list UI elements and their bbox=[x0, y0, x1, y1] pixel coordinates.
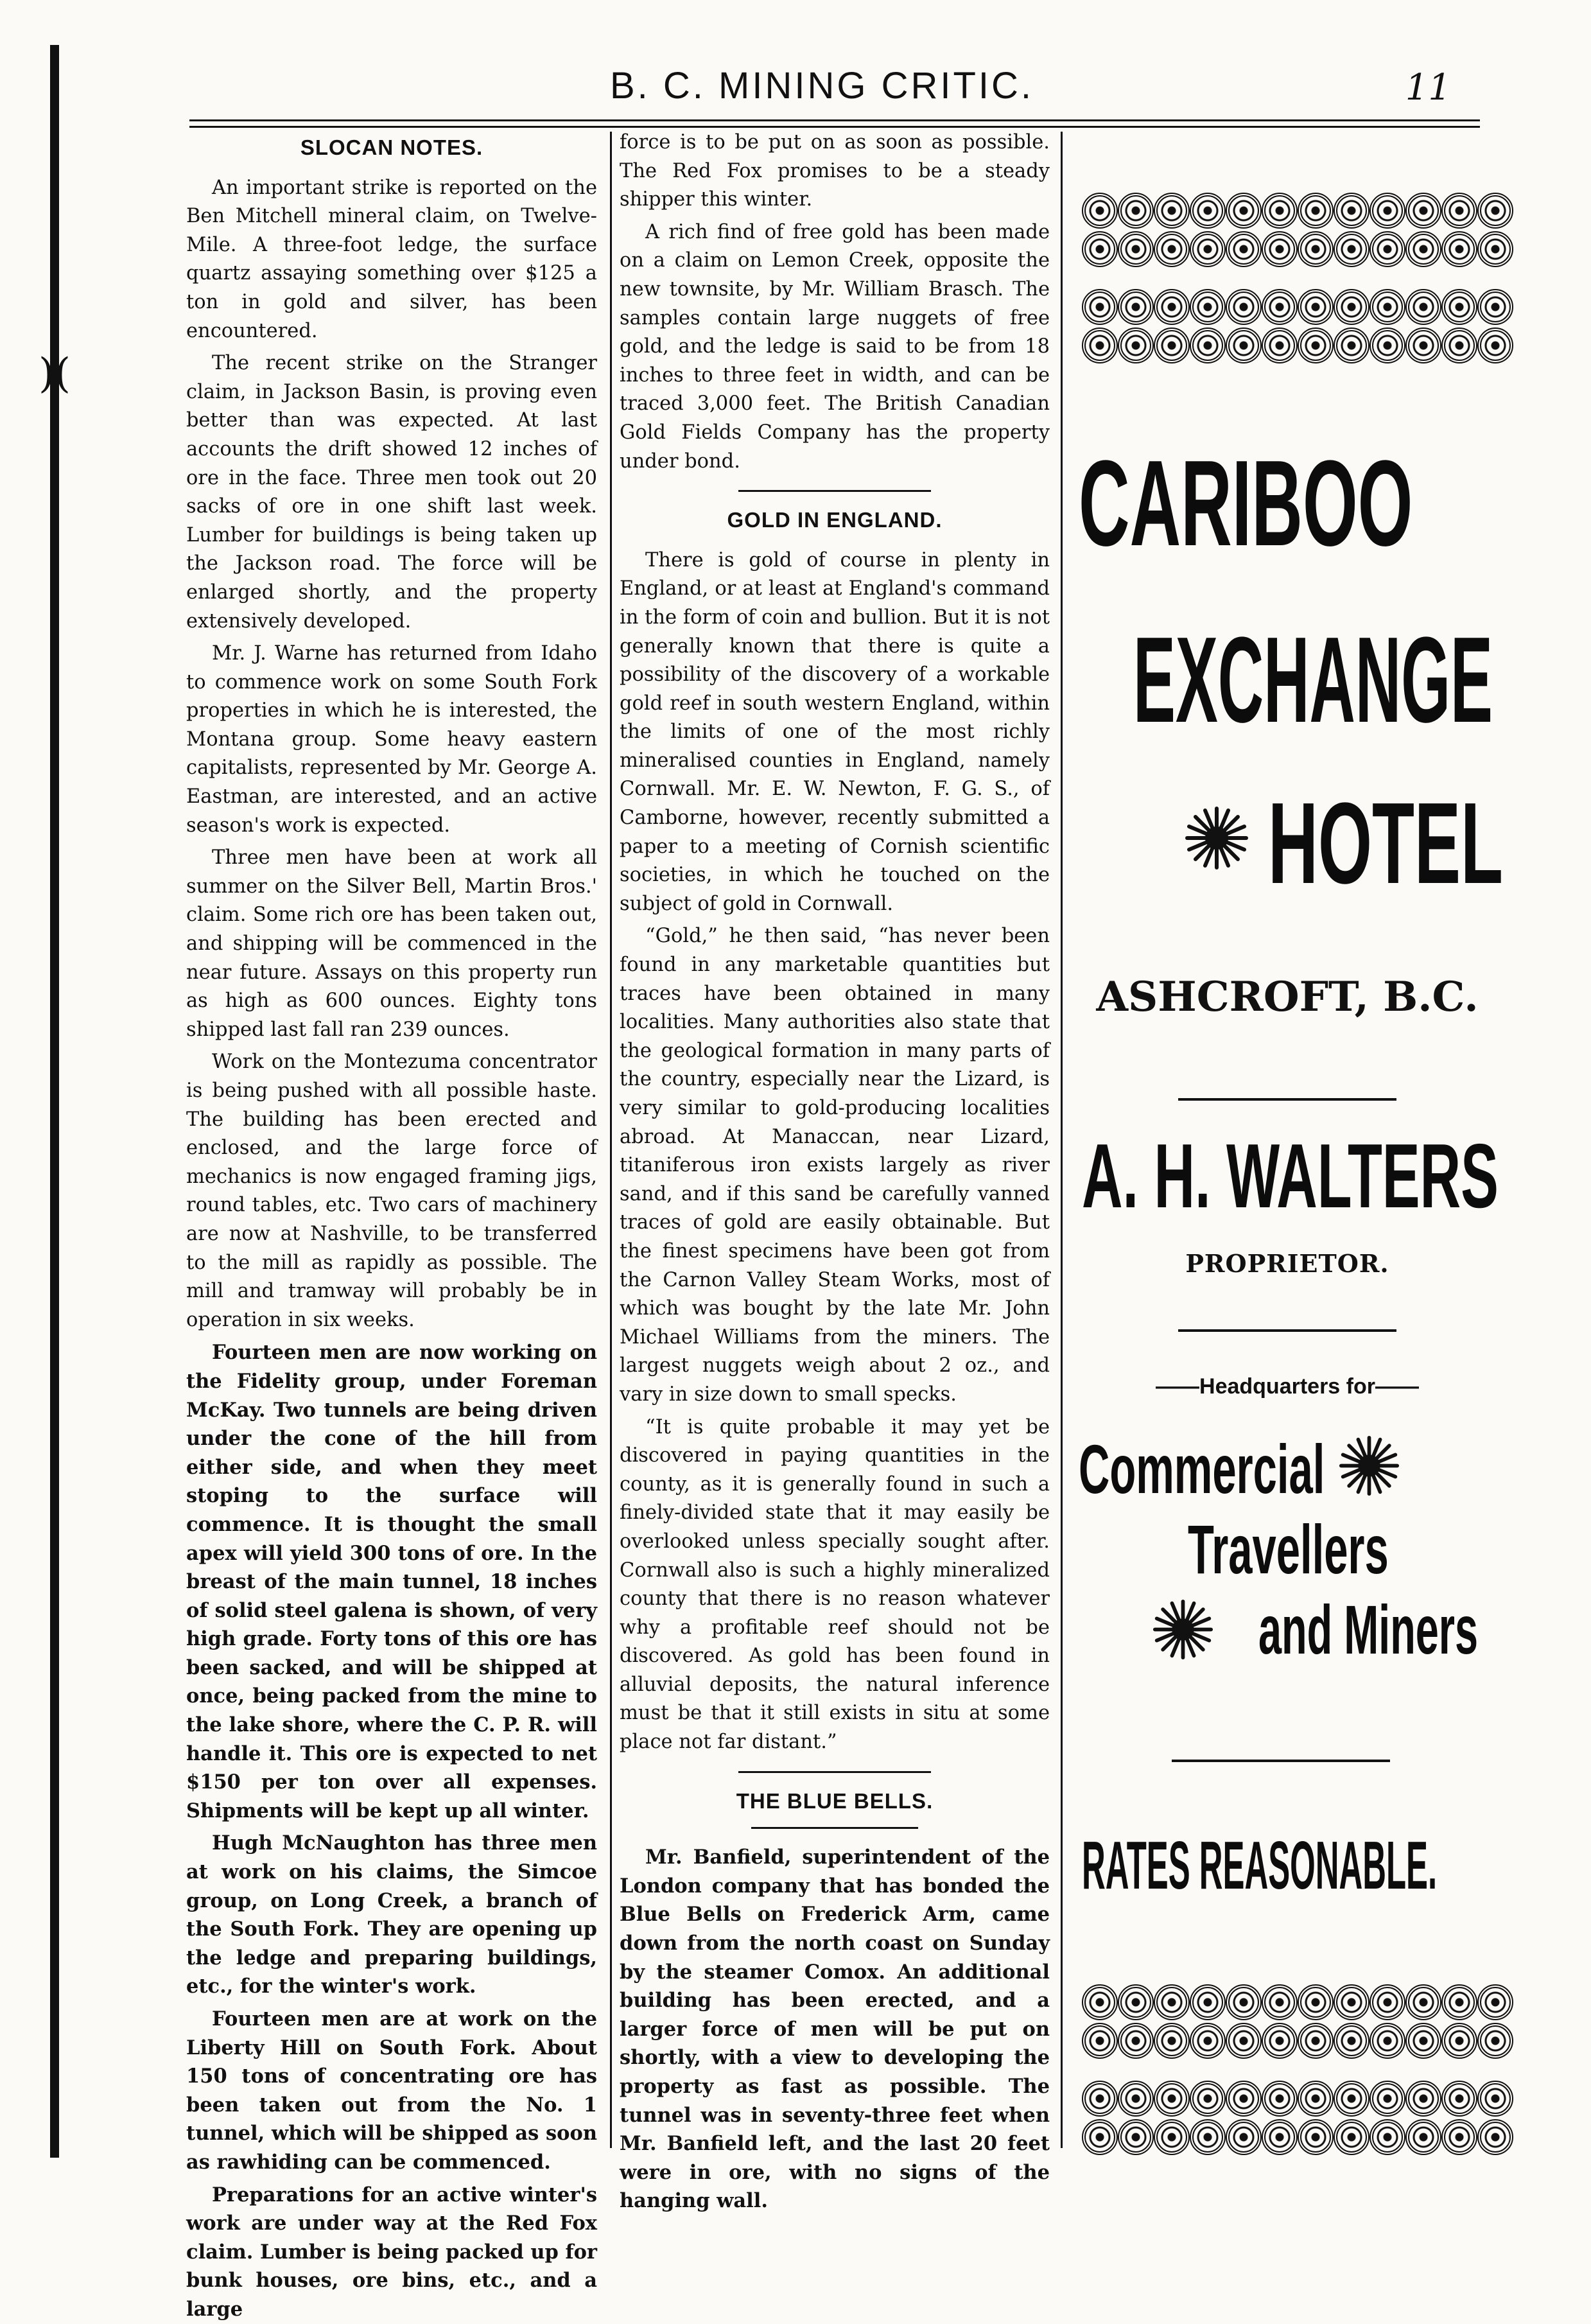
slocan-continuation: force is to be put on as soon as possible. The Red Fox promises to be a steady shipper this winter. bbox=[620, 131, 1050, 211]
ad-exchange: EXCHANGE bbox=[1133, 612, 1493, 748]
column-middle bbox=[620, 128, 1050, 2213]
starburst-icon bbox=[1185, 806, 1249, 870]
ad-rule bbox=[1178, 1329, 1396, 1332]
slocan-paragraph: Mr. J. Warne has returned from Idaho to commence work on some South Fork properties in which he is interested, the Montana group. Some heavy eastern capitalists, represented by Mr. George A. Eastman, are interested, and an active season's work is expected. bbox=[186, 642, 597, 837]
header-rule-top bbox=[189, 119, 1480, 121]
ornamental-border bbox=[1082, 328, 1493, 363]
slocan-paragraph: Three men have been at work all summer on the Silver Bell, Martin Bros.' claim. Some rich ore has been taken out, and shipping will be commenced in the near future. Assays on this property run as high as 600 ounces. Eighty tons shipped last fall ran 239 ounces. bbox=[186, 846, 597, 1041]
ornamental-border bbox=[1082, 2119, 1493, 2155]
ad-cariboo: CARIBOO bbox=[1079, 435, 1413, 572]
ornamental-border bbox=[1082, 289, 1493, 325]
england-paragraph: “Gold,” he then said, “has never been found in any marketable quantities but traces have been obtained in many localities. Many authorities also state that the geological formation in many parts of the country, especially near the Lizard, is very similar to gold-producing localities abroad. At Manaccan, near Lizard, titaniferous iron exists largely as river sand, and if this sand be carefully vanned traces of gold are easily obtainable. But the finest specimens have been got from the Carnon Valley Steam Works, most of which was bought by the late Mr. John Michael Williams from the miners. The largest nuggets weigh about 2 oz., and vary in size down to small specks. bbox=[620, 925, 1050, 1406]
section-rule bbox=[738, 1771, 931, 1773]
ornamental-border bbox=[1082, 1984, 1493, 2020]
ad-rule bbox=[1178, 1098, 1396, 1101]
ornamental-border bbox=[1082, 2081, 1493, 2117]
slocan-paragraph: The recent strike on the Stranger claim, in Jackson Basin, is proving even better than was expected. At last accounts the drift showed 12 inches of ore in the face. Three men took out 20 sacks of ore in one shift last week. Lumber for buildings is being taken up the Jackson road. The force will be enlarged shortly, and the property extensively developed. bbox=[186, 352, 597, 633]
page-header bbox=[180, 64, 1464, 116]
hotel-advertisement bbox=[1069, 128, 1506, 2151]
ornamental-border bbox=[1082, 231, 1493, 267]
ad-headquarters: ——Headquarters for—— bbox=[1156, 1374, 1419, 1399]
slocan-paragraph: An important strike is reported on the Ben Mitchell mineral claim, on Twelve-Mile. A three-foot ledge, the surface quartz assaying something over $125 a ton in gold and silver, has been encountered. bbox=[186, 176, 597, 342]
bluebells-paragraph: Mr. Banfield, superintendent of the London company that has bonded the Blue Bells on Frederick Arm, came down from the north coast on Sunday by the steamer Comox. An additional building has been erected, and a larger force of men will be put on shortly, with a view to developing the property as fast as possible. The tunnel was in seventy-three feet when Mr. Banfield left, and the last 20 feet were in ore, with no signs of the hanging wall. bbox=[620, 1846, 1050, 2213]
ornamental-border bbox=[1082, 193, 1493, 229]
slocan-paragraph: Preparations for an active winter's work are under way at the Red Fox claim. Lumber is being packed up for bunk houses, ore bins, etc., and a large bbox=[186, 2183, 597, 2321]
ad-rule bbox=[1172, 1760, 1390, 1762]
ornamental-border bbox=[1082, 2023, 1493, 2059]
column-slocan bbox=[186, 128, 597, 2321]
starburst-icon bbox=[1339, 1435, 1400, 1496]
england-paragraph: “It is quite probable it may yet be discovered in paying quantities in the county, as it is generally found in such a finely-divided state that it may easily be overlooked unless specially sought after. Cornwall also is such a highly mineralized county that there is no reason whatever why a profitable reef should not be discovered. As gold has been found in alluvial deposits, the natural inference must be that it still exists in situ at some place not far distant.” bbox=[620, 1415, 1050, 1754]
ad-miners: and Miners bbox=[1258, 1591, 1479, 1668]
slocan-continuation: A rich find of free gold has been made on a claim on Lemon Creek, opposite the new townsite, by Mr. William Brasch. The samples contain large nuggets of free gold, and the ledge is said to be from 18 inches to three feet in width, and can be traced 3,000 feet. The British Canadian Gold Fields Company has the property under bond. bbox=[620, 220, 1050, 473]
slocan-paragraph: Hugh McNaughton has three men at work on his claims, the Simcoe group, on Long Creek, a branch of the South Fork. They are opening up the ledge and preparing buildings, etc., for the winter's work. bbox=[186, 1831, 597, 1998]
column-divider-1 bbox=[610, 132, 612, 2148]
ad-proprietor-name: A. H. WALTERS bbox=[1082, 1125, 1499, 1227]
section-rule bbox=[738, 490, 931, 492]
header-rule-bottom bbox=[189, 126, 1480, 128]
england-paragraph: There is gold of course in plenty in England, or at least at England's command in the form of coin and bullion. But it is not generally known that there is quite a possibility of the discovery of a workable gold reef in south western England, within the limits of one of the most richly mineralised counties in England, namely Cornwall. Mr. E. W. Newton, F. G. S., of Camborne, however, recently submitted a paper to a meeting of Cornish scientific societies, in which he touched on the subject of gold in Cornwall. bbox=[620, 548, 1050, 915]
ad-hotel: HOTEL bbox=[1268, 779, 1503, 908]
column-divider-2 bbox=[1061, 132, 1063, 2148]
ad-commercial: Commercial bbox=[1079, 1430, 1325, 1508]
ad-location: ASHCROFT, B.C. bbox=[1096, 973, 1479, 1021]
section-rule bbox=[751, 1827, 918, 1829]
ad-rates: RATES REASONABLE. bbox=[1082, 1828, 1438, 1903]
slocan-paragraph: Fourteen men are at work on the Liberty Hill on South Fork. About 150 tons of concentrating ore has been taken out from the No. 1 tunnel, which will be shipped as soon as rawhiding can be commenced. bbox=[186, 2007, 597, 2174]
ad-travellers: Travellers bbox=[1188, 1510, 1389, 1588]
starburst-icon bbox=[1152, 1599, 1213, 1660]
bluebells-heading: THE BLUE BELLS. bbox=[736, 1788, 934, 1813]
publication-title: B. C. MINING CRITIC. bbox=[610, 65, 1034, 107]
page-number: 11 bbox=[1405, 67, 1451, 109]
slocan-paragraph: Work on the Montezuma concentrator is being pushed with all possible haste. The building has been erected and enclosed, and the large force of mechanics is now engaged framing jigs, round tables, etc. Two cars of machinery are now at Nashville, to be transferred to the mill as rapidly as possible. The mill and tramway will probably be in operation in six weeks. bbox=[186, 1051, 597, 1331]
ad-proprietor-label: PROPRIETOR. bbox=[1185, 1249, 1389, 1278]
slocan-paragraph: Fourteen men are now working on the Fidelity group, under Foreman McKay. Two tunnels are being driven under the cone of the hill from either side, and when they meet stoping to the surface will commence. It is thought the small apex will yield 300 tons of ore. In the breast of the main tunnel, 18 inches of solid steel galena is shown, of very high grade. Forty tons of this ore has been sacked, and will be shipped at once, being packed from the mine to the lake shore, where the C. P. R. will handle it. This ore is expected to net $150 per ton over all expenses. Shipments will be kept up all winter. bbox=[186, 1341, 597, 1822]
margin-mark: )( bbox=[39, 350, 71, 398]
england-heading: GOLD IN ENGLAND. bbox=[727, 508, 943, 532]
slocan-heading: SLOCAN NOTES. bbox=[300, 135, 483, 159]
